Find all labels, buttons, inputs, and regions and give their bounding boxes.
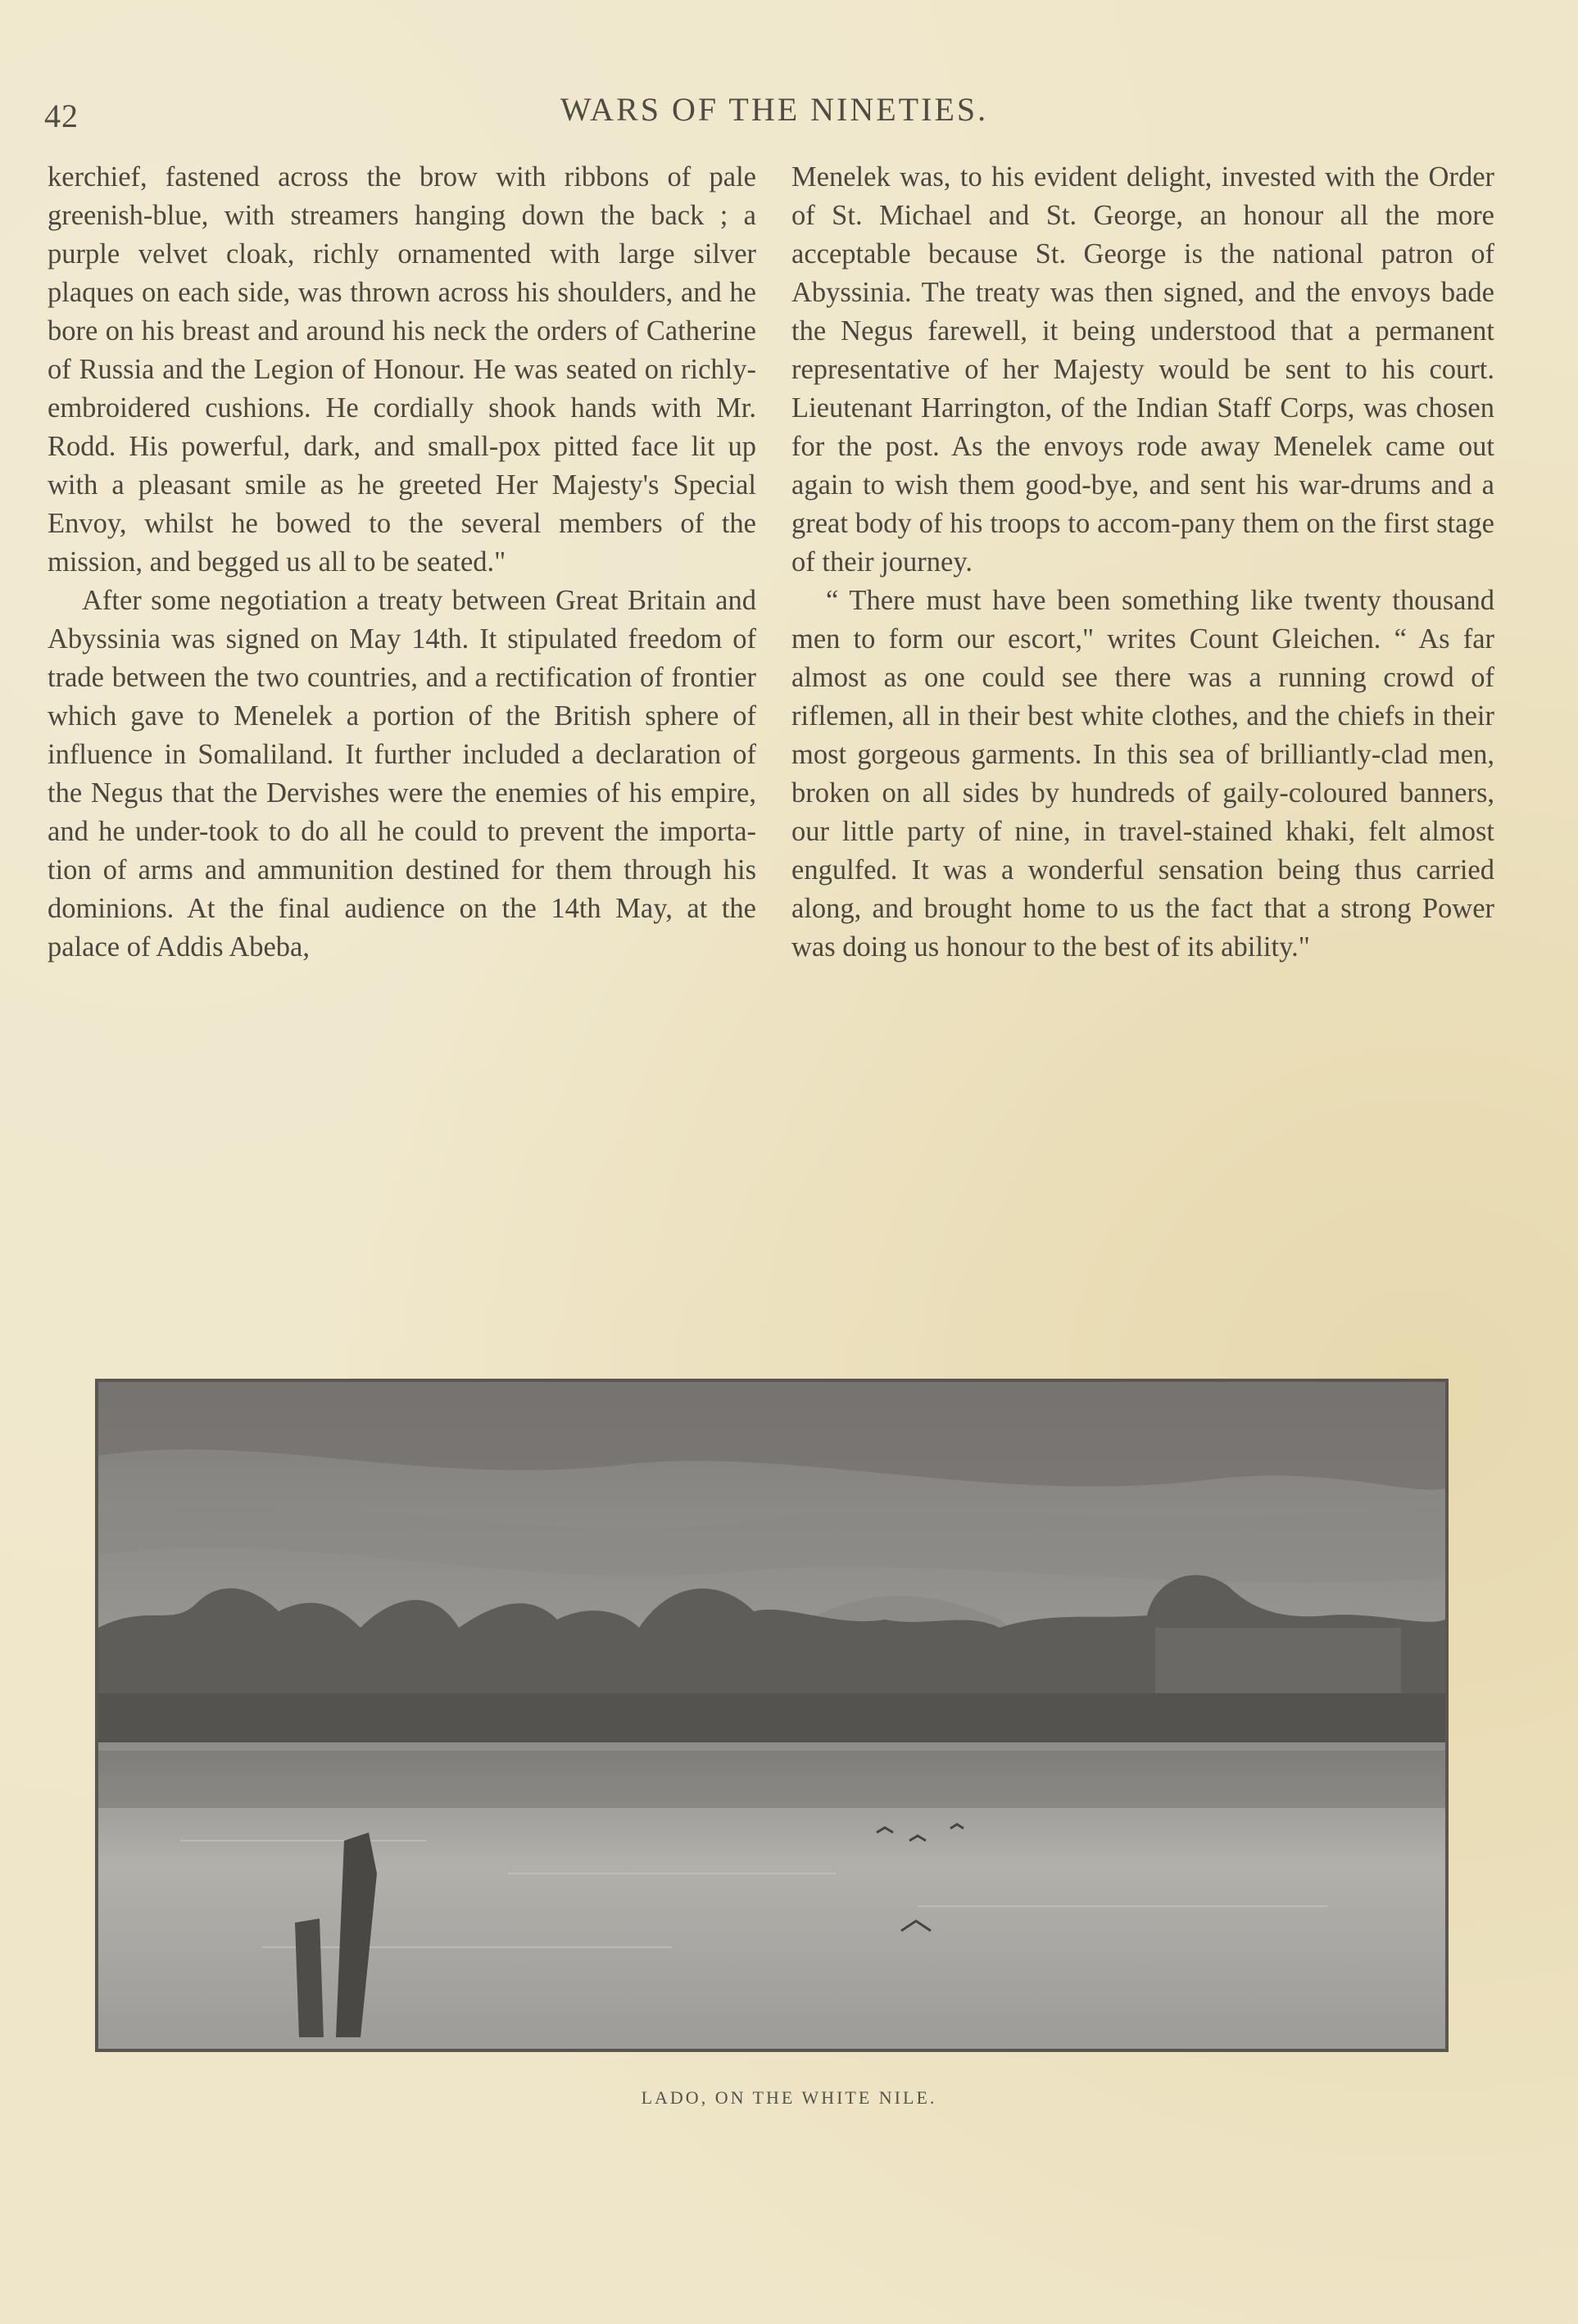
paragraph: After some negotiation a treaty between Great Britain and Abyssinia was signed on May 14th. It stipulated freedom of trade between the two countries, and a rectification of frontier which gave to Menelek a portion of the British sphere of influence in Somaliland. It further included a declaration of the Negus that the Dervishes were the enemies of his empire, and he under-took to do all he could to prevent the importa-tion of arms and ammunition destined for them through his dominions. At the final audience on the 14th May, at the palace of Addis Abeba, [48, 585, 756, 963]
running-title: WARS OF THE NINETIES. [560, 91, 989, 128]
paragraph: Menelek was, to his evident delight, invested with the Order of St. Michael and St. George, an honour all the more acceptable because St. George is the national patron of Abyssinia. The treaty was then signed, and the envoys bade the Negus farewell, it being understood that a permanent representative of her Majesty would be sent to his court. Lieutenant Harrington, of the Indian Staff Corps, was chosen for the post. As the envoys rode away Menelek came out again to wish them good-bye, and sent his war-drums and a great body of his troops to accom-pany them on the first stage of their journey. [791, 161, 1494, 578]
right-column [791, 158, 1494, 967]
buildings [1155, 1628, 1401, 1701]
tree-stump [295, 1919, 324, 2037]
left-column [48, 158, 756, 967]
riverbank [98, 1693, 1445, 1742]
river-scene-engraving [98, 1382, 1445, 2049]
reflection [98, 1751, 1445, 1808]
figure-caption: LADO, ON THE WHITE NILE. [641, 2087, 937, 2108]
river-landscape-illustration [95, 1379, 1449, 2052]
page-number: 42 [44, 97, 79, 134]
paragraph: “ There must have been something like twenty thousand men to form our escort," writes Count Gleichen. “ As far almost as one could see there was a running crowd of riflemen, all in their best white clothes, and the chiefs in their most gorgeous garments. In this sea of brilliantly-clad men, broken on all sides by hundreds of gaily-coloured banners, our little party of nine, in travel-stained khaki, felt almost engulfed. It was a wonderful sensation being thus carried along, and brought home to us the fact that a strong Power was doing us honour to the best of its ability." [791, 585, 1494, 963]
paragraph: kerchief, fastened across the brow with ribbons of pale greenish-blue, with streamers hanging down the back ; a purple velvet cloak, richly ornamented with large silver plaques on each side, was thrown across his shoulders, and he bore on his breast and around his neck the orders of Catherine of Russia and the Legion of Honour. He was seated on richly-embroidered cushions. He cordially shook hands with Mr. Rodd. His powerful, dark, and small-pox pitted face lit up with a pleasant smile as he greeted Her Majesty's Special Envoy, whilst he bowed to the several members of the mission, and begged us all to be seated." [48, 161, 756, 578]
